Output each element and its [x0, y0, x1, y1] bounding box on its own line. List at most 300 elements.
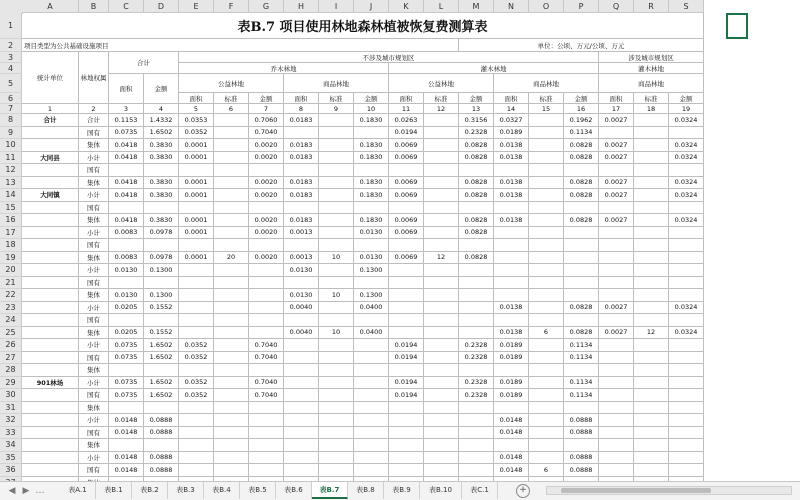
data-cell[interactable]: 0.0138	[494, 189, 529, 202]
data-cell[interactable]	[284, 314, 319, 327]
data-cell[interactable]: 0.1300	[144, 289, 179, 302]
sheet-tab[interactable]: 表B.1	[96, 482, 132, 499]
data-cell[interactable]	[214, 177, 249, 190]
unit-name-cell[interactable]	[22, 289, 79, 302]
data-cell[interactable]: 0.0069	[389, 252, 424, 265]
row-header[interactable]: 24	[0, 314, 22, 327]
data-cell[interactable]	[529, 164, 564, 177]
data-cell[interactable]: 0.0828	[459, 252, 494, 265]
data-cell[interactable]	[389, 264, 424, 277]
row-header[interactable]: 6	[0, 93, 22, 104]
data-cell[interactable]	[599, 402, 634, 415]
data-cell[interactable]	[669, 352, 704, 365]
data-cell[interactable]: 0.0027	[599, 302, 634, 315]
data-cell[interactable]: 0.2328	[459, 339, 494, 352]
data-cell[interactable]	[599, 252, 634, 265]
data-cell[interactable]	[144, 314, 179, 327]
data-cell[interactable]	[529, 377, 564, 390]
data-cell[interactable]: 0.1830	[354, 177, 389, 190]
data-cell[interactable]: 0.2328	[459, 352, 494, 365]
data-cell[interactable]: 0.0828	[459, 189, 494, 202]
data-cell[interactable]	[319, 164, 354, 177]
data-cell[interactable]	[494, 314, 529, 327]
data-cell[interactable]	[214, 127, 249, 140]
data-cell[interactable]: 0.0828	[564, 139, 599, 152]
data-cell[interactable]	[599, 352, 634, 365]
data-cell[interactable]	[319, 352, 354, 365]
unit-name-cell[interactable]	[22, 127, 79, 140]
data-cell[interactable]: 0.0888	[564, 414, 599, 427]
data-cell[interactable]: 0.0027	[599, 177, 634, 190]
ownership-cell[interactable]: 集体	[79, 177, 109, 190]
data-cell[interactable]: 0.0130	[354, 227, 389, 240]
data-cell[interactable]	[529, 227, 564, 240]
data-cell[interactable]: 0.7060	[249, 114, 284, 127]
data-cell[interactable]	[424, 277, 459, 290]
data-cell[interactable]	[354, 452, 389, 465]
data-cell[interactable]: 1.6502	[144, 389, 179, 402]
data-cell[interactable]	[144, 364, 179, 377]
data-cell[interactable]: 0.0352	[179, 377, 214, 390]
data-cell[interactable]: 1.6502	[144, 339, 179, 352]
data-cell[interactable]	[529, 127, 564, 140]
data-cell[interactable]	[249, 464, 284, 477]
data-cell[interactable]	[319, 427, 354, 440]
data-cell[interactable]	[214, 289, 249, 302]
data-cell[interactable]: 0.0828	[564, 327, 599, 340]
data-cell[interactable]: 0.0828	[564, 189, 599, 202]
data-cell[interactable]	[424, 377, 459, 390]
data-cell[interactable]	[284, 127, 319, 140]
data-cell[interactable]: 0.0324	[669, 114, 704, 127]
data-cell[interactable]: 0.0194	[389, 127, 424, 140]
row-header[interactable]: 36	[0, 464, 22, 477]
data-cell[interactable]	[284, 439, 319, 452]
data-cell[interactable]: 0.0001	[179, 227, 214, 240]
data-cell[interactable]	[354, 202, 389, 215]
data-cell[interactable]: 0.0020	[249, 189, 284, 202]
data-cell[interactable]: 0.0001	[179, 252, 214, 265]
data-cell[interactable]	[319, 414, 354, 427]
data-cell[interactable]	[634, 239, 669, 252]
data-cell[interactable]	[669, 414, 704, 427]
data-cell[interactable]	[459, 264, 494, 277]
ownership-cell[interactable]: 国有	[79, 314, 109, 327]
data-cell[interactable]	[669, 377, 704, 390]
tab-overflow-icon[interactable]: …	[35, 486, 45, 496]
data-cell[interactable]: 0.0194	[389, 339, 424, 352]
data-cell[interactable]: 0.0027	[599, 189, 634, 202]
data-cell[interactable]	[459, 327, 494, 340]
data-cell[interactable]: 0.0183	[284, 189, 319, 202]
ownership-cell[interactable]: 国有	[79, 277, 109, 290]
row-header[interactable]: 17	[0, 227, 22, 240]
data-cell[interactable]	[634, 177, 669, 190]
data-cell[interactable]: 0.0888	[144, 414, 179, 427]
data-cell[interactable]: 0.0183	[284, 152, 319, 165]
data-cell[interactable]	[214, 164, 249, 177]
data-cell[interactable]	[319, 189, 354, 202]
data-cell[interactable]	[284, 402, 319, 415]
data-cell[interactable]: 1.6502	[144, 377, 179, 390]
data-cell[interactable]	[389, 302, 424, 315]
unit-name-cell[interactable]	[22, 177, 79, 190]
row-header[interactable]: 12	[0, 164, 22, 177]
data-cell[interactable]	[634, 452, 669, 465]
data-cell[interactable]	[319, 389, 354, 402]
data-cell[interactable]: 0.7040	[249, 389, 284, 402]
data-cell[interactable]	[634, 202, 669, 215]
data-cell[interactable]	[424, 427, 459, 440]
unit-name-cell[interactable]: 合计	[22, 114, 79, 127]
data-cell[interactable]	[389, 452, 424, 465]
data-cell[interactable]	[669, 227, 704, 240]
sheet-tab[interactable]: 表A.1	[60, 482, 96, 499]
data-cell[interactable]	[389, 364, 424, 377]
data-cell[interactable]	[494, 252, 529, 265]
data-cell[interactable]: 0.0400	[354, 327, 389, 340]
data-cell[interactable]	[599, 164, 634, 177]
data-cell[interactable]	[459, 277, 494, 290]
data-cell[interactable]	[634, 339, 669, 352]
data-cell[interactable]: 0.0324	[669, 214, 704, 227]
data-cell[interactable]: 0.0001	[179, 177, 214, 190]
data-cell[interactable]	[179, 427, 214, 440]
data-cell[interactable]	[319, 339, 354, 352]
data-cell[interactable]	[319, 114, 354, 127]
row-header[interactable]: 13	[0, 177, 22, 190]
data-cell[interactable]	[179, 327, 214, 340]
data-cell[interactable]	[179, 439, 214, 452]
data-cell[interactable]: 0.1300	[354, 289, 389, 302]
data-cell[interactable]	[424, 352, 459, 365]
ownership-cell[interactable]: 集体	[79, 402, 109, 415]
ownership-cell[interactable]: 集体	[79, 139, 109, 152]
data-cell[interactable]	[669, 164, 704, 177]
ownership-cell[interactable]: 国有	[79, 389, 109, 402]
data-cell[interactable]	[144, 239, 179, 252]
ownership-cell[interactable]: 国有	[79, 352, 109, 365]
row-header[interactable]: 27	[0, 352, 22, 365]
unit-name-cell[interactable]	[22, 227, 79, 240]
data-cell[interactable]	[634, 189, 669, 202]
data-cell[interactable]	[179, 414, 214, 427]
data-cell[interactable]	[599, 339, 634, 352]
sheet-tab[interactable]: 表C.1	[462, 482, 498, 499]
data-cell[interactable]: 0.0083	[109, 252, 144, 265]
data-cell[interactable]: 0.7040	[249, 127, 284, 140]
ownership-cell[interactable]: 小计	[79, 189, 109, 202]
column-header[interactable]: D	[144, 0, 179, 13]
ownership-cell[interactable]: 集体	[79, 327, 109, 340]
data-cell[interactable]: 0.0020	[249, 252, 284, 265]
data-cell[interactable]	[319, 152, 354, 165]
data-cell[interactable]	[109, 314, 144, 327]
data-cell[interactable]: 0.0130	[109, 264, 144, 277]
data-cell[interactable]	[424, 177, 459, 190]
data-cell[interactable]	[529, 264, 564, 277]
data-cell[interactable]: 10	[319, 252, 354, 265]
data-cell[interactable]	[389, 277, 424, 290]
data-cell[interactable]	[634, 314, 669, 327]
data-cell[interactable]: 0.0027	[599, 214, 634, 227]
data-cell[interactable]	[214, 114, 249, 127]
ownership-cell[interactable]: 集体	[79, 439, 109, 452]
data-cell[interactable]: 0.0020	[249, 214, 284, 227]
data-cell[interactable]	[249, 202, 284, 215]
row-header[interactable]: 19	[0, 252, 22, 265]
data-cell[interactable]: 0.0352	[179, 352, 214, 365]
data-cell[interactable]: 0.0027	[599, 114, 634, 127]
data-cell[interactable]	[214, 152, 249, 165]
data-cell[interactable]: 0.0205	[109, 302, 144, 315]
ownership-cell[interactable]: 国有	[79, 427, 109, 440]
data-cell[interactable]	[494, 239, 529, 252]
data-cell[interactable]: 0.1134	[564, 389, 599, 402]
data-cell[interactable]: 0.1134	[564, 377, 599, 390]
sheet-tab[interactable]: 表B.5	[240, 482, 276, 499]
data-cell[interactable]	[214, 464, 249, 477]
sheet-tab[interactable]: 表B.3	[168, 482, 204, 499]
row-header[interactable]: 5	[0, 74, 22, 93]
data-cell[interactable]	[599, 277, 634, 290]
row-header[interactable]: 10	[0, 139, 22, 152]
data-cell[interactable]	[319, 277, 354, 290]
data-cell[interactable]	[424, 189, 459, 202]
data-cell[interactable]	[249, 289, 284, 302]
ownership-cell[interactable]: 小计	[79, 339, 109, 352]
data-cell[interactable]: 0.0148	[109, 464, 144, 477]
data-cell[interactable]: 0.0888	[564, 452, 599, 465]
unit-name-cell[interactable]	[22, 427, 79, 440]
data-cell[interactable]: 0.0130	[109, 289, 144, 302]
unit-name-cell[interactable]	[22, 277, 79, 290]
data-cell[interactable]: 0.3830	[144, 152, 179, 165]
data-cell[interactable]	[459, 314, 494, 327]
data-cell[interactable]	[319, 177, 354, 190]
ownership-cell[interactable]: 国有	[79, 464, 109, 477]
data-cell[interactable]	[354, 314, 389, 327]
data-cell[interactable]	[669, 427, 704, 440]
row-header[interactable]: 35	[0, 452, 22, 465]
data-cell[interactable]	[599, 127, 634, 140]
data-cell[interactable]	[109, 277, 144, 290]
data-cell[interactable]	[249, 277, 284, 290]
data-cell[interactable]	[354, 352, 389, 365]
data-cell[interactable]	[529, 364, 564, 377]
row-header[interactable]: 34	[0, 439, 22, 452]
ownership-cell[interactable]: 集体	[79, 252, 109, 265]
data-cell[interactable]	[459, 239, 494, 252]
data-cell[interactable]	[389, 289, 424, 302]
data-cell[interactable]	[214, 427, 249, 440]
data-cell[interactable]: 0.1134	[564, 127, 599, 140]
data-cell[interactable]	[424, 402, 459, 415]
row-header[interactable]: 28	[0, 364, 22, 377]
data-cell[interactable]	[319, 202, 354, 215]
data-cell[interactable]	[494, 202, 529, 215]
data-cell[interactable]	[459, 164, 494, 177]
data-cell[interactable]: 0.0040	[284, 327, 319, 340]
data-cell[interactable]	[249, 239, 284, 252]
data-cell[interactable]	[634, 227, 669, 240]
row-header[interactable]: 7	[0, 104, 22, 114]
data-cell[interactable]: 20	[214, 252, 249, 265]
data-cell[interactable]	[424, 389, 459, 402]
data-cell[interactable]	[669, 439, 704, 452]
data-cell[interactable]: 0.1300	[144, 264, 179, 277]
ownership-cell[interactable]: 国有	[79, 164, 109, 177]
data-cell[interactable]	[529, 352, 564, 365]
data-cell[interactable]: 0.0013	[284, 227, 319, 240]
data-cell[interactable]	[179, 314, 214, 327]
unit-name-cell[interactable]: 901林场	[22, 377, 79, 390]
data-cell[interactable]	[354, 427, 389, 440]
data-cell[interactable]: 0.0001	[179, 214, 214, 227]
data-cell[interactable]: 0.0148	[109, 452, 144, 465]
unit-name-cell[interactable]	[22, 139, 79, 152]
data-cell[interactable]: 0.0148	[494, 452, 529, 465]
data-cell[interactable]	[389, 439, 424, 452]
data-cell[interactable]	[529, 177, 564, 190]
column-header[interactable]: B	[79, 0, 109, 13]
data-cell[interactable]: 0.1552	[144, 327, 179, 340]
data-cell[interactable]: 0.0148	[109, 414, 144, 427]
data-cell[interactable]	[179, 264, 214, 277]
row-header[interactable]: 2	[0, 39, 22, 52]
data-cell[interactable]	[494, 164, 529, 177]
data-cell[interactable]	[144, 202, 179, 215]
data-cell[interactable]: 0.0828	[459, 139, 494, 152]
data-cell[interactable]	[599, 414, 634, 427]
data-cell[interactable]	[424, 464, 459, 477]
data-cell[interactable]	[634, 214, 669, 227]
data-cell[interactable]	[214, 314, 249, 327]
data-cell[interactable]	[424, 152, 459, 165]
data-cell[interactable]	[529, 202, 564, 215]
data-cell[interactable]	[249, 364, 284, 377]
data-cell[interactable]	[634, 352, 669, 365]
data-cell[interactable]	[249, 452, 284, 465]
data-cell[interactable]: 0.2328	[459, 127, 494, 140]
data-cell[interactable]: 0.0138	[494, 327, 529, 340]
data-cell[interactable]: 0.7040	[249, 352, 284, 365]
data-cell[interactable]	[529, 439, 564, 452]
data-cell[interactable]	[634, 164, 669, 177]
data-cell[interactable]	[424, 227, 459, 240]
data-cell[interactable]: 0.0205	[109, 327, 144, 340]
data-cell[interactable]: 0.0001	[179, 139, 214, 152]
column-header[interactable]: H	[284, 0, 319, 13]
column-header[interactable]: N	[494, 0, 529, 13]
data-cell[interactable]	[459, 302, 494, 315]
row-header[interactable]: 23	[0, 302, 22, 315]
data-cell[interactable]	[564, 314, 599, 327]
data-cell[interactable]: 0.0194	[389, 389, 424, 402]
data-cell[interactable]: 0.0400	[354, 302, 389, 315]
data-cell[interactable]	[669, 389, 704, 402]
data-cell[interactable]	[354, 127, 389, 140]
data-cell[interactable]	[179, 302, 214, 315]
data-cell[interactable]	[459, 414, 494, 427]
data-cell[interactable]	[634, 439, 669, 452]
data-cell[interactable]	[144, 277, 179, 290]
add-sheet-icon[interactable]: +	[516, 484, 530, 498]
data-cell[interactable]: 0.0069	[389, 227, 424, 240]
ownership-cell[interactable]: 国有	[79, 239, 109, 252]
data-cell[interactable]	[599, 439, 634, 452]
data-cell[interactable]	[319, 264, 354, 277]
data-cell[interactable]: 0.1134	[564, 352, 599, 365]
data-cell[interactable]	[214, 214, 249, 227]
row-header[interactable]: 22	[0, 289, 22, 302]
data-cell[interactable]	[214, 364, 249, 377]
data-cell[interactable]: 0.0130	[354, 252, 389, 265]
data-cell[interactable]: 0.0828	[459, 177, 494, 190]
data-cell[interactable]	[179, 452, 214, 465]
row-header[interactable]: 30	[0, 389, 22, 402]
column-header[interactable]: K	[389, 0, 424, 13]
data-cell[interactable]: 0.0027	[599, 152, 634, 165]
data-cell[interactable]	[459, 427, 494, 440]
ownership-cell[interactable]: 集体	[79, 214, 109, 227]
row-header[interactable]: 8	[0, 114, 22, 127]
data-cell[interactable]: 0.0130	[284, 289, 319, 302]
data-cell[interactable]	[424, 264, 459, 277]
data-cell[interactable]	[634, 277, 669, 290]
sheet-tab[interactable]: 表B.6	[276, 482, 312, 499]
data-cell[interactable]	[599, 452, 634, 465]
data-cell[interactable]	[214, 302, 249, 315]
data-cell[interactable]	[669, 314, 704, 327]
sheet-tab[interactable]: 表B.10	[420, 482, 462, 499]
data-cell[interactable]	[634, 389, 669, 402]
column-header[interactable]: O	[529, 0, 564, 13]
data-cell[interactable]	[249, 402, 284, 415]
data-cell[interactable]	[179, 464, 214, 477]
data-cell[interactable]	[319, 127, 354, 140]
data-cell[interactable]	[354, 389, 389, 402]
data-cell[interactable]	[599, 427, 634, 440]
data-cell[interactable]	[284, 352, 319, 365]
unit-name-cell[interactable]	[22, 202, 79, 215]
data-cell[interactable]	[564, 239, 599, 252]
data-cell[interactable]	[214, 402, 249, 415]
data-cell[interactable]	[669, 277, 704, 290]
row-header[interactable]: 20	[0, 264, 22, 277]
data-cell[interactable]: 0.0418	[109, 177, 144, 190]
unit-name-cell[interactable]	[22, 402, 79, 415]
data-cell[interactable]	[249, 427, 284, 440]
row-header[interactable]: 3	[0, 52, 22, 63]
data-cell[interactable]	[249, 314, 284, 327]
data-cell[interactable]: 0.0183	[284, 114, 319, 127]
data-cell[interactable]	[599, 264, 634, 277]
data-cell[interactable]	[354, 464, 389, 477]
data-cell[interactable]	[214, 227, 249, 240]
data-cell[interactable]	[459, 464, 494, 477]
data-cell[interactable]	[599, 227, 634, 240]
data-cell[interactable]	[459, 289, 494, 302]
data-cell[interactable]	[249, 439, 284, 452]
data-cell[interactable]: 0.0828	[564, 302, 599, 315]
data-cell[interactable]	[319, 439, 354, 452]
data-cell[interactable]	[599, 377, 634, 390]
data-cell[interactable]: 0.0069	[389, 177, 424, 190]
data-cell[interactable]	[669, 239, 704, 252]
data-cell[interactable]	[424, 414, 459, 427]
row-header[interactable]: 11	[0, 152, 22, 165]
